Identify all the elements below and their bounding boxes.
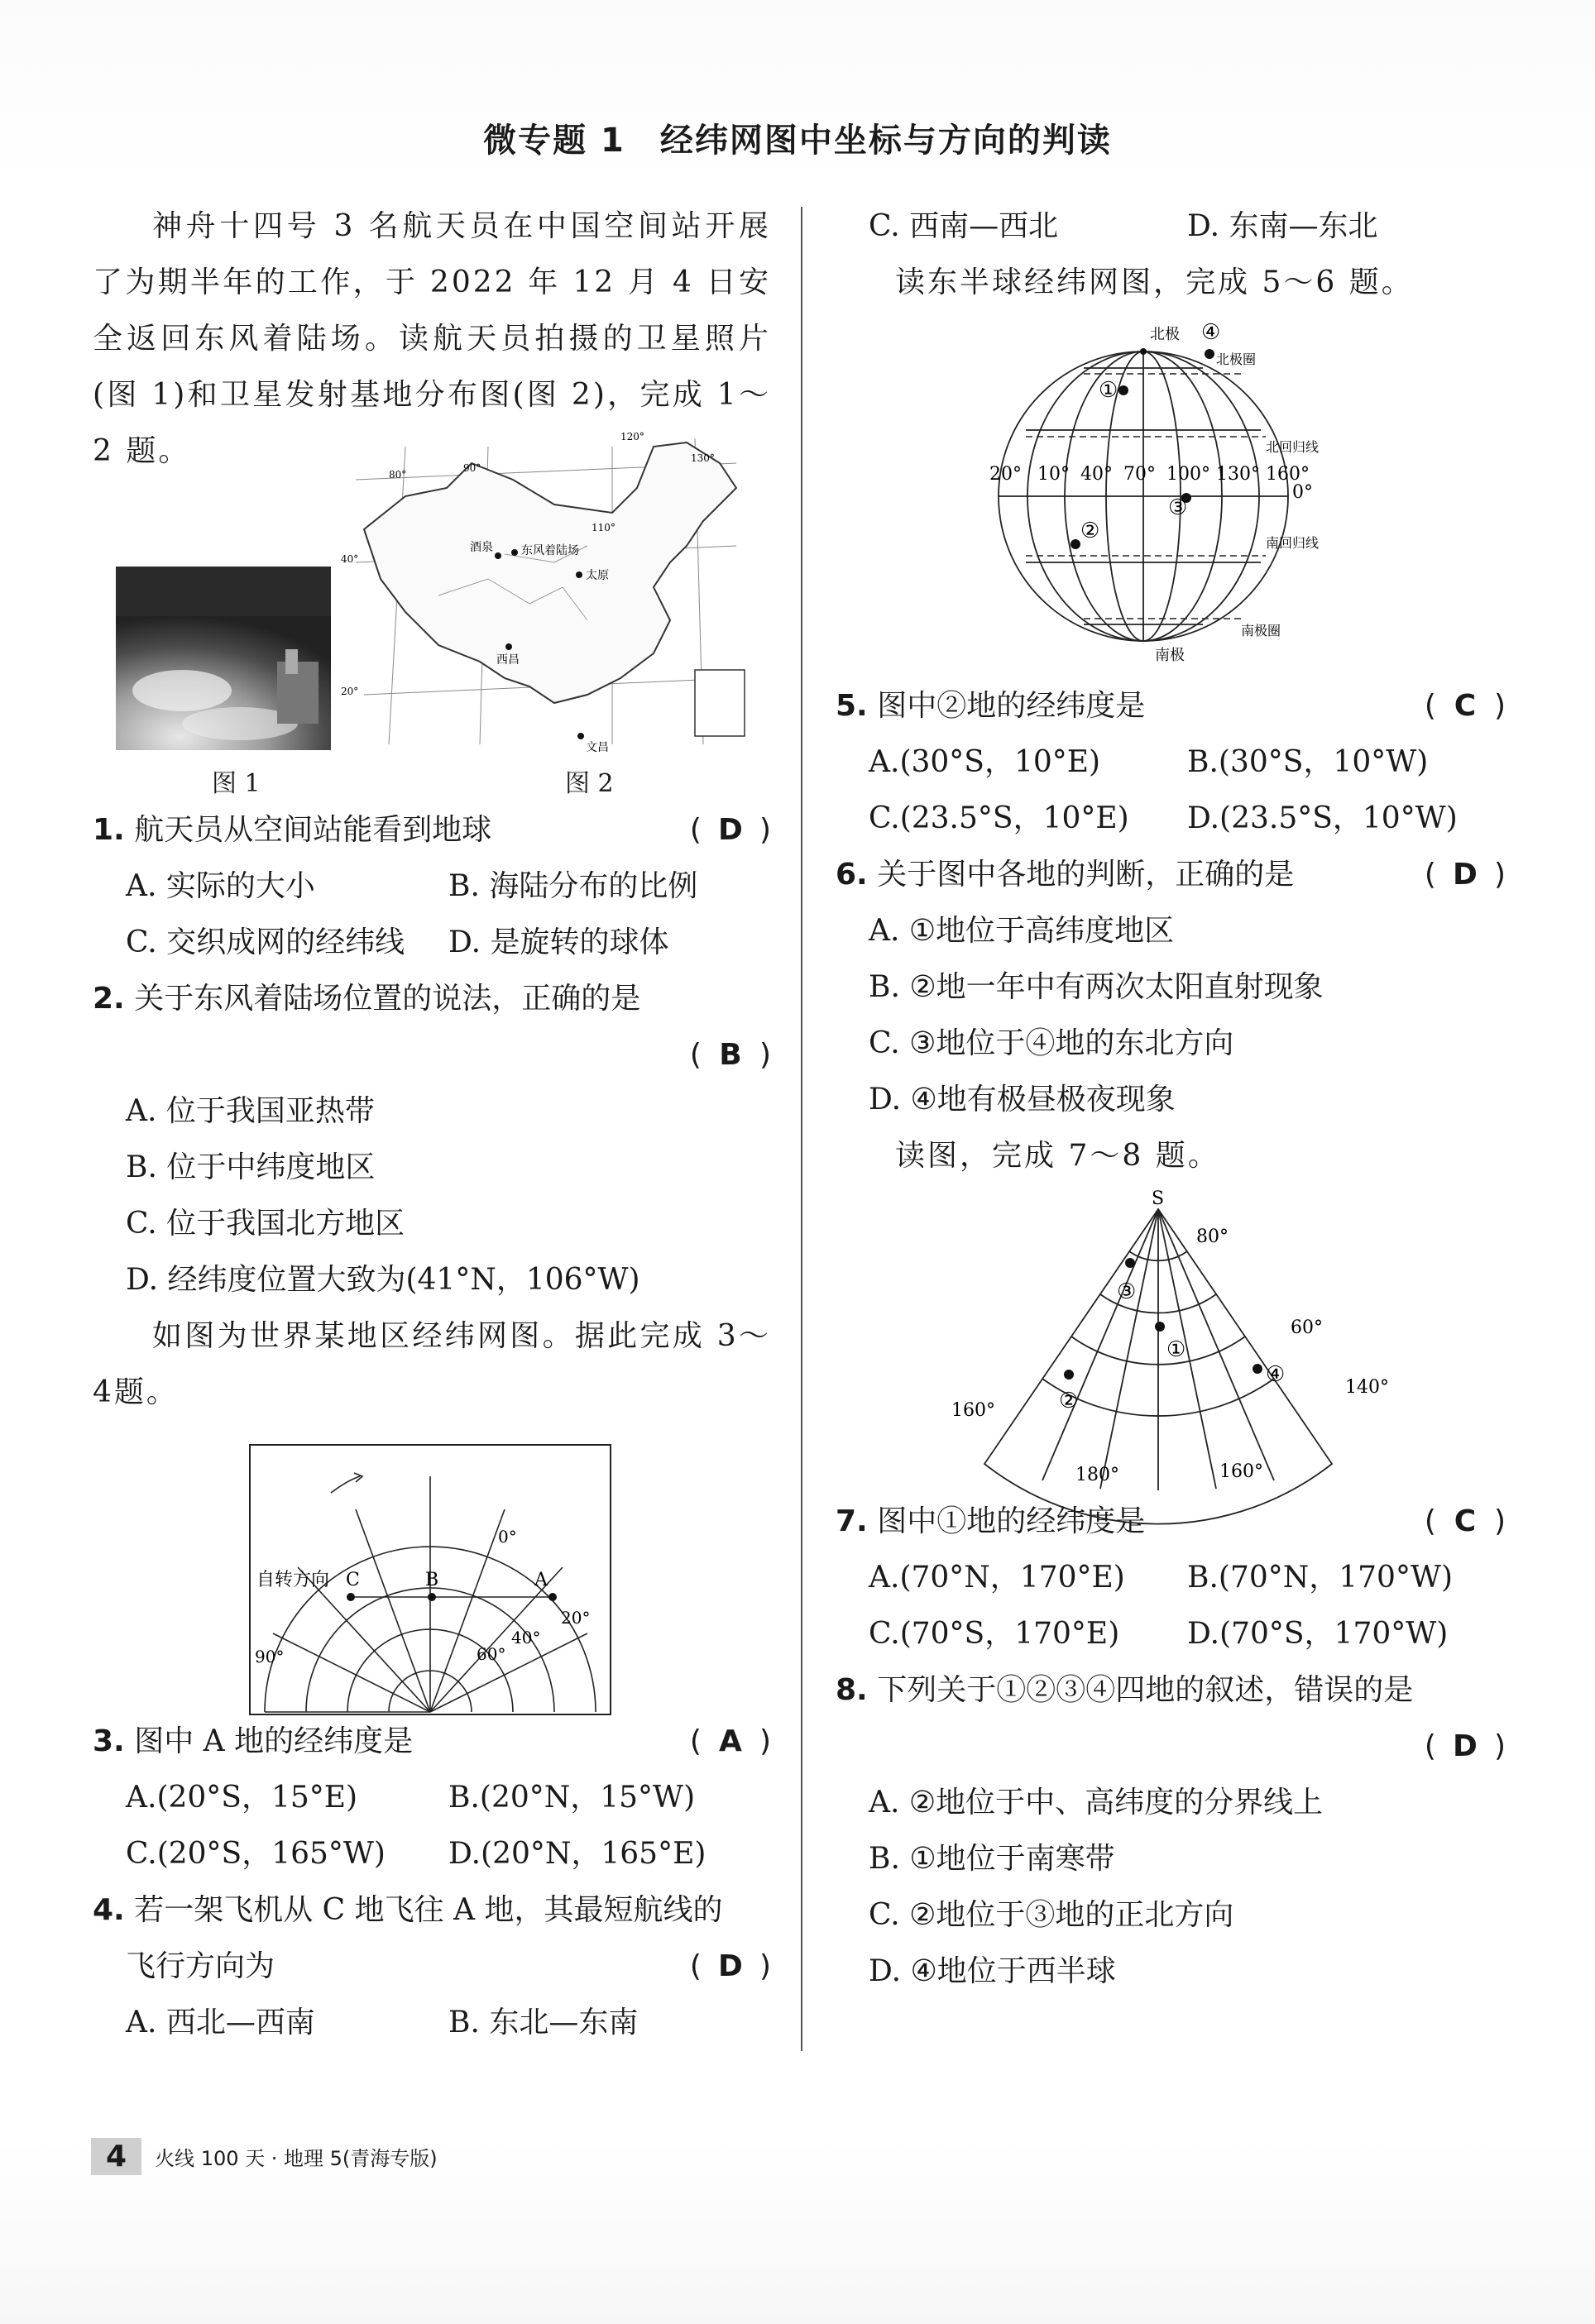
- right-questions-7-8: [836, 1494, 1506, 2000]
- label-lon-10: 10°: [1037, 464, 1070, 485]
- answer-7: ( C ): [1424, 1504, 1506, 1538]
- figure-4-eastern-hemisphere: [989, 314, 1373, 678]
- label-lat40: 40°: [341, 553, 359, 565]
- q5-options-row-1: A.(30°S，10°E) B.(30°S，10°W): [869, 745, 1429, 779]
- label-lon-100: 100°: [1166, 464, 1210, 485]
- label-lon110: 110°: [592, 522, 615, 533]
- page-number: 4: [91, 2138, 141, 2175]
- answer-6: ( D ): [1424, 858, 1506, 892]
- question-1: 1. 航天员从空间站能看到地球 ( D ): [93, 802, 771, 858]
- label-north-pole: 北极: [1150, 326, 1180, 343]
- q2-option-a: A. 位于我国亚热带: [126, 1094, 375, 1128]
- label-rotation: 自转方向: [256, 1570, 330, 1590]
- label-equator: 0°: [1292, 482, 1313, 503]
- label-dongfeng: 东风着陆场: [521, 544, 579, 557]
- q2-option-c: C. 位于我国北方地区: [126, 1207, 405, 1241]
- question-6: 6. 关于图中各地的判断，正确的是 ( D ): [836, 847, 1506, 903]
- left-questions-1-2: [93, 802, 771, 1421]
- intro-paragraph: 神舟十四号 3 名航天员在中国空间站开展了为期半年的工作，于 2022 年 12 月 4 日安全返回东风着陆场。读航天员拍摄的卫星照片(图 1)和卫星发射基地分布图(图 2)，完成 1～2 题。: [93, 209, 771, 468]
- label-lon0: 0°: [498, 1527, 517, 1547]
- intro-paragraph-4: 读图，完成 7～8 题。: [895, 1139, 1220, 1173]
- label-antarctic-circle: 南极圈: [1241, 623, 1281, 638]
- label-lon140: 140°: [1345, 1377, 1389, 1398]
- q7-options-row-1: A.(70°N，170°E) B.(70°N，170°W): [869, 1561, 1454, 1595]
- question-4-cont: 飞行方向为 ( D ): [93, 1939, 771, 1995]
- q8-option-c: C. ②地位于③地的正北方向: [869, 1898, 1234, 1932]
- label-point-3b: ③: [1117, 1279, 1137, 1304]
- label-s: S: [1152, 1188, 1165, 1209]
- q1-options-row-2: C. 交织成网的经纬线 D. 是旋转的球体: [126, 925, 669, 959]
- answer-4: ( D ): [689, 1949, 771, 1983]
- label-point-2b: ②: [1059, 1389, 1079, 1413]
- label-lon160-left: 160°: [951, 1400, 995, 1421]
- label-point-4b: ④: [1266, 1362, 1286, 1387]
- label-lon180: 180°: [1075, 1465, 1119, 1485]
- q8-option-a: A. ②地位于中、高纬度的分界线上: [869, 1786, 1324, 1820]
- page-title: 微专题 1 经纬网图中坐标与方向的判读: [483, 122, 1112, 160]
- question-7: 7. 图中①地的经纬度是 ( C ): [836, 1494, 1506, 1550]
- q7-options-row-2: C.(70°S，170°E) D.(70°S，170°W): [869, 1617, 1449, 1651]
- q1-options-row-1: A. 实际的大小 B. 海陆分布的比例: [126, 869, 698, 903]
- label-tropic-north: 北回归线: [1266, 439, 1320, 455]
- q3-options-row-1: A.(20°S，15°E) B.(20°N，15°W): [126, 1781, 696, 1815]
- question-3: 3. 图中 A 地的经纬度是 ( A ): [93, 1714, 771, 1770]
- q4-options-row-1: A. 西北—西南 B. 东北—东南: [126, 2006, 639, 2039]
- page-footer: [91, 2138, 438, 2175]
- label-lat60: 60°: [477, 1644, 506, 1664]
- q6-option-d: D. ④地有极昼极夜现象: [869, 1083, 1176, 1117]
- intro-paragraph-2: 如图为世界某地区经纬网图。据此完成 3～4题。: [93, 1319, 771, 1409]
- label-lat60: 60°: [1291, 1317, 1323, 1338]
- label-taiyuan: 太原: [586, 569, 609, 582]
- label-lon-160: 160°: [1266, 464, 1310, 485]
- label-arctic-circle: 北极圈: [1216, 351, 1257, 367]
- label-lon-20: 20°: [989, 464, 1022, 485]
- answer-8: ( D ): [1424, 1729, 1506, 1763]
- q6-option-b: B. ②地一年中有两次太阳直射现象: [869, 970, 1324, 1004]
- q2-option-d: D. 经纬度位置大致为(41°N，106°W): [126, 1263, 640, 1297]
- label-lon130: 130°: [691, 452, 715, 464]
- figure-1-satellite-photo: [116, 567, 331, 750]
- label-lon90: 90°: [255, 1647, 285, 1666]
- question-5: 5. 图中②地的经纬度是 ( C ): [836, 678, 1506, 734]
- label-c: C: [346, 1570, 360, 1590]
- label-lon90: 90°: [463, 462, 481, 474]
- label-lon-130: 130°: [1216, 464, 1260, 485]
- label-lon160-right: 160°: [1219, 1461, 1263, 1482]
- answer-5: ( C ): [1424, 689, 1506, 723]
- right-column-top: [836, 198, 1506, 311]
- label-point-3: ③: [1168, 495, 1188, 520]
- answer-2: ( B ): [689, 1038, 771, 1072]
- left-questions-3-4: [93, 1714, 771, 2051]
- q4-options-row-2: C. 西南—西北 D. 东南—东北: [869, 209, 1378, 243]
- right-questions-5-6: [836, 678, 1506, 1184]
- intro-paragraph-3: 读东半球经纬网图，完成 5～6 题。: [895, 265, 1414, 299]
- label-wenchang: 文昌: [586, 741, 609, 754]
- label-lon-40: 40°: [1080, 464, 1113, 485]
- label-lat80: 80°: [1196, 1227, 1229, 1247]
- q8-option-b: B. ①地位于南寒带: [869, 1842, 1115, 1876]
- q6-option-c: C. ③地位于④地的东北方向: [869, 1026, 1234, 1060]
- answer-3: ( A ): [689, 1724, 771, 1758]
- label-lon-70: 70°: [1123, 464, 1156, 485]
- label-jiuquan: 酒泉: [470, 541, 493, 554]
- q5-options-row-2: C.(23.5°S，10°E) D.(23.5°S，10°W): [869, 801, 1458, 835]
- label-xichang: 西昌: [496, 653, 520, 667]
- figure-2-caption: 图 2: [565, 769, 614, 798]
- label-point-1b: ①: [1166, 1337, 1186, 1362]
- q6-option-a: A. ①地位于高纬度地区: [869, 914, 1175, 948]
- figure-3-graticule: [248, 1443, 612, 1716]
- label-point-4: ④: [1201, 320, 1221, 345]
- q8-option-d: D. ④地位于西半球: [869, 1954, 1116, 1988]
- label-point-2: ②: [1080, 519, 1100, 543]
- question-2: 2. 关于东风着陆场位置的说法，正确的是: [93, 982, 641, 1016]
- figure-2-china-map: [339, 430, 761, 761]
- figure-1-caption: 图 1: [212, 769, 261, 798]
- label-point-1: ①: [1099, 378, 1118, 403]
- label-south-pole: 南极: [1155, 647, 1185, 664]
- answer-1: ( D ): [689, 813, 771, 847]
- label-lat20: 20°: [561, 1608, 591, 1628]
- q2-option-b: B. 位于中纬度地区: [126, 1150, 376, 1184]
- label-a: A: [534, 1570, 548, 1590]
- question-8: 8. 下列关于①②③④四地的叙述，错误的是: [836, 1673, 1414, 1707]
- q3-options-row-2: C.(20°S，165°W) D.(20°N，165°E): [126, 1837, 706, 1871]
- label-tropic-south: 南回归线: [1266, 535, 1320, 551]
- label-lat20: 20°: [341, 686, 359, 697]
- label-lon80: 80°: [389, 469, 407, 481]
- figure-5-polar-fan: [943, 1188, 1406, 1497]
- label-lon120: 120°: [620, 431, 644, 442]
- question-4: 4. 若一架飞机从 C 地飞往 A 地，其最短航线的: [93, 1893, 723, 1927]
- label-b: B: [425, 1570, 439, 1590]
- label-lat40: 40°: [511, 1628, 541, 1647]
- footer-text: 火线 100 天 · 地理 5(青海专版): [155, 2147, 438, 2170]
- column-divider: [801, 207, 802, 2051]
